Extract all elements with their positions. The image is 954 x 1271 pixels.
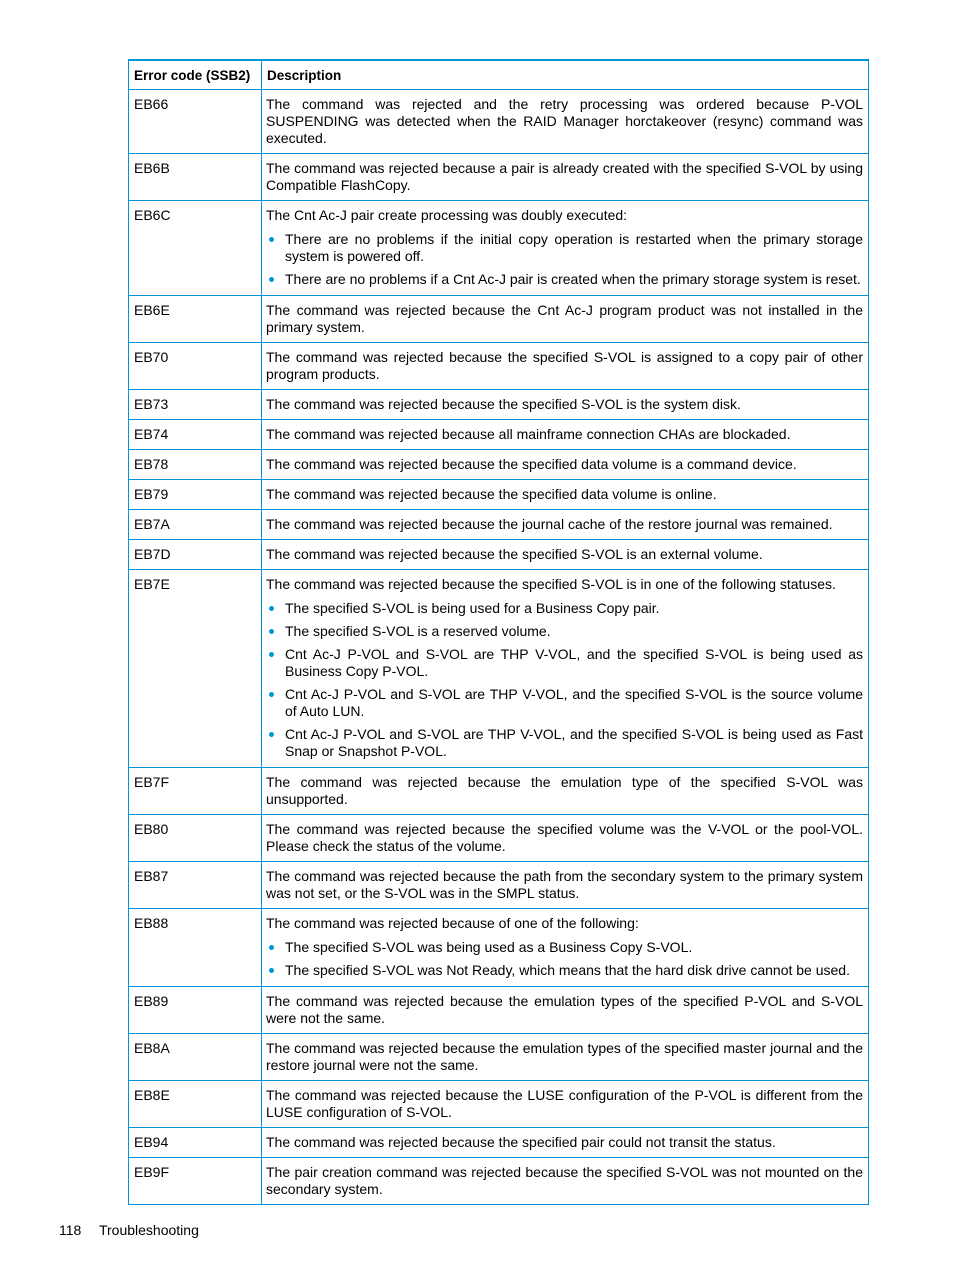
- description-cell: [262, 570, 869, 768]
- error-code-table: [128, 59, 869, 1205]
- description-text: The command was rejected because the emulation types of the specified master journal and the restore journal were not the same.: [266, 1040, 863, 1073]
- bullet-icon: [269, 277, 274, 282]
- bullet-item: [266, 271, 863, 288]
- description-text: The command was rejected because the specified pair could not transit the status.: [266, 1134, 776, 1150]
- table-row: [129, 420, 869, 450]
- table-row: [129, 510, 869, 540]
- description-text: The pair creation command was rejected because the specified S-VOL was not mounted on the secondary system.: [266, 1164, 863, 1197]
- description-text: The command was rejected because the path from the secondary system to the primary system was not set, or the S-VOL was in the SMPL status.: [266, 868, 863, 901]
- bullet-item: [266, 962, 863, 979]
- table-row: [129, 768, 869, 815]
- description-cell: [262, 768, 869, 815]
- description-text: The command was rejected because all mainframe connection CHAs are blockaded.: [266, 426, 791, 442]
- bullet-text: Cnt Ac-J P-VOL and S-VOL are THP V-VOL, and the specified S-VOL is being used as Fast Snap or Snapshot P-VOL.: [285, 726, 863, 759]
- table-row: [129, 1128, 869, 1158]
- bullet-item: [266, 600, 863, 617]
- section-title: Troubleshooting: [98, 1222, 199, 1238]
- table-row: [129, 1034, 869, 1081]
- bullet-text: There are no problems if the initial copy operation is restarted when the primary storage system is powered off.: [285, 231, 863, 264]
- error-code-cell: EB9F: [129, 1158, 262, 1205]
- error-code-cell: EB8A: [129, 1034, 262, 1081]
- description-text: The command was rejected because the specified S-VOL is an external volume.: [266, 546, 763, 562]
- bullet-icon: [269, 732, 274, 737]
- error-code-cell: EB7A: [129, 510, 262, 540]
- description-cell: [262, 343, 869, 390]
- table-row: [129, 390, 869, 420]
- description-text: The command was rejected because the LUSE configuration of the P-VOL is different from the LUSE configuration of S-VOL.: [266, 1087, 863, 1120]
- error-code-cell: EB8E: [129, 1081, 262, 1128]
- description-cell: [262, 909, 869, 987]
- table-row: [129, 296, 869, 343]
- error-code-cell: EB6B: [129, 154, 262, 201]
- error-code-cell: EB79: [129, 480, 262, 510]
- description-cell: [262, 296, 869, 343]
- header-description: Description: [262, 60, 869, 90]
- table-row: [129, 862, 869, 909]
- description-text: The command was rejected because the specified S-VOL is in one of the following statuses.: [266, 576, 836, 592]
- table-row: [129, 450, 869, 480]
- error-code-cell: EB89: [129, 987, 262, 1034]
- description-cell: [262, 154, 869, 201]
- error-code-cell: EB74: [129, 420, 262, 450]
- description-cell: [262, 1034, 869, 1081]
- table-row: [129, 909, 869, 987]
- bullet-icon: [269, 652, 274, 657]
- error-code-cell: EB66: [129, 90, 262, 154]
- error-code-cell: EB70: [129, 343, 262, 390]
- description-text: The command was rejected because the journal cache of the restore journal was remained.: [266, 516, 833, 532]
- description-text: The command was rejected because the specified data volume is a command device.: [266, 456, 797, 472]
- table-row: [129, 540, 869, 570]
- bullet-list: [266, 600, 863, 760]
- bullet-item: [266, 231, 863, 265]
- bullet-item: [266, 726, 863, 760]
- description-cell: [262, 480, 869, 510]
- bullet-list: [266, 939, 863, 979]
- description-text: The command was rejected because the specified volume was the V-VOL or the pool-VOL. Please check the status of the volume.: [266, 821, 863, 854]
- table-row: [129, 343, 869, 390]
- error-code-cell: EB80: [129, 815, 262, 862]
- bullet-icon: [269, 968, 274, 973]
- bullet-text: The specified S-VOL was Not Ready, which means that the hard disk drive cannot be used.: [285, 962, 850, 978]
- table-row: [129, 201, 869, 296]
- description-cell: [262, 450, 869, 480]
- table-row: [129, 1081, 869, 1128]
- description-cell: [262, 420, 869, 450]
- bullet-text: There are no problems if a Cnt Ac-J pair is created when the primary storage system is reset.: [285, 271, 861, 287]
- description-text: The command was rejected because the emulation types of the specified P-VOL and S-VOL were not the same.: [266, 993, 863, 1026]
- bullet-icon: [269, 945, 274, 950]
- description-text: The Cnt Ac-J pair create processing was doubly executed:: [266, 207, 628, 223]
- description-cell: [262, 390, 869, 420]
- bullet-text: Cnt Ac-J P-VOL and S-VOL are THP V-VOL, and the specified S-VOL is the source volume of Auto LUN.: [285, 686, 863, 719]
- page-number: 118: [59, 1222, 82, 1238]
- error-code-cell: EB88: [129, 909, 262, 987]
- bullet-item: [266, 623, 863, 640]
- bullet-icon: [269, 606, 274, 611]
- bullet-text: The specified S-VOL is a reserved volume.: [285, 623, 551, 639]
- error-code-cell: EB73: [129, 390, 262, 420]
- table-row: [129, 987, 869, 1034]
- bullet-icon: [269, 237, 274, 242]
- bullet-text: Cnt Ac-J P-VOL and S-VOL are THP V-VOL, and the specified S-VOL is being used as Business Copy P-VOL.: [285, 646, 863, 679]
- error-code-cell: EB87: [129, 862, 262, 909]
- table-row: [129, 90, 869, 154]
- error-code-cell: EB7E: [129, 570, 262, 768]
- table-row: [129, 154, 869, 201]
- description-text: The command was rejected because a pair is already created with the specified S-VOL by using Compatible FlashCopy.: [266, 160, 863, 193]
- description-cell: [262, 987, 869, 1034]
- error-code-cell: EB78: [129, 450, 262, 480]
- description-cell: [262, 510, 869, 540]
- header-error-code: Error code (SSB2): [129, 60, 262, 90]
- bullet-text: The specified S-VOL was being used as a Business Copy S-VOL.: [285, 939, 693, 955]
- description-cell: [262, 862, 869, 909]
- table-row: [129, 815, 869, 862]
- table-row: [129, 1158, 869, 1205]
- bullet-icon: [269, 629, 274, 634]
- bullet-item: [266, 646, 863, 680]
- bullet-text: The specified S-VOL is being used for a Business Copy pair.: [285, 600, 660, 616]
- bullet-icon: [269, 692, 274, 697]
- description-text: The command was rejected and the retry processing was ordered because P-VOL SUSPENDING was detected when the RAID Manager horctakeover (resync) command was executed.: [266, 96, 863, 146]
- error-code-cell: EB7F: [129, 768, 262, 815]
- description-text: The command was rejected because the specified S-VOL is the system disk.: [266, 396, 741, 412]
- error-code-cell: EB6E: [129, 296, 262, 343]
- description-text: The command was rejected because the specified data volume is online.: [266, 486, 717, 502]
- description-text: The command was rejected because of one of the following:: [266, 915, 639, 931]
- description-cell: [262, 540, 869, 570]
- error-code-cell: EB94: [129, 1128, 262, 1158]
- error-code-cell: EB7D: [129, 540, 262, 570]
- bullet-item: [266, 939, 863, 956]
- description-cell: [262, 1128, 869, 1158]
- bullet-list: [266, 231, 863, 288]
- table-header: [129, 60, 869, 90]
- header-row: [129, 60, 869, 90]
- table-row: [129, 480, 869, 510]
- description-cell: [262, 1081, 869, 1128]
- description-cell: [262, 90, 869, 154]
- table-row: [129, 570, 869, 768]
- description-text: The command was rejected because the Cnt Ac-J program product was not installed in the primary system.: [266, 302, 863, 335]
- description-cell: [262, 201, 869, 296]
- table-body: [129, 90, 869, 1205]
- description-cell: [262, 1158, 869, 1205]
- description-text: The command was rejected because the specified S-VOL is assigned to a copy pair of other program products.: [266, 349, 863, 382]
- bullet-item: [266, 686, 863, 720]
- error-code-cell: EB6C: [129, 201, 262, 296]
- description-text: The command was rejected because the emulation type of the specified S-VOL was unsupported.: [266, 774, 863, 807]
- page-footer: [59, 1222, 199, 1239]
- description-cell: [262, 815, 869, 862]
